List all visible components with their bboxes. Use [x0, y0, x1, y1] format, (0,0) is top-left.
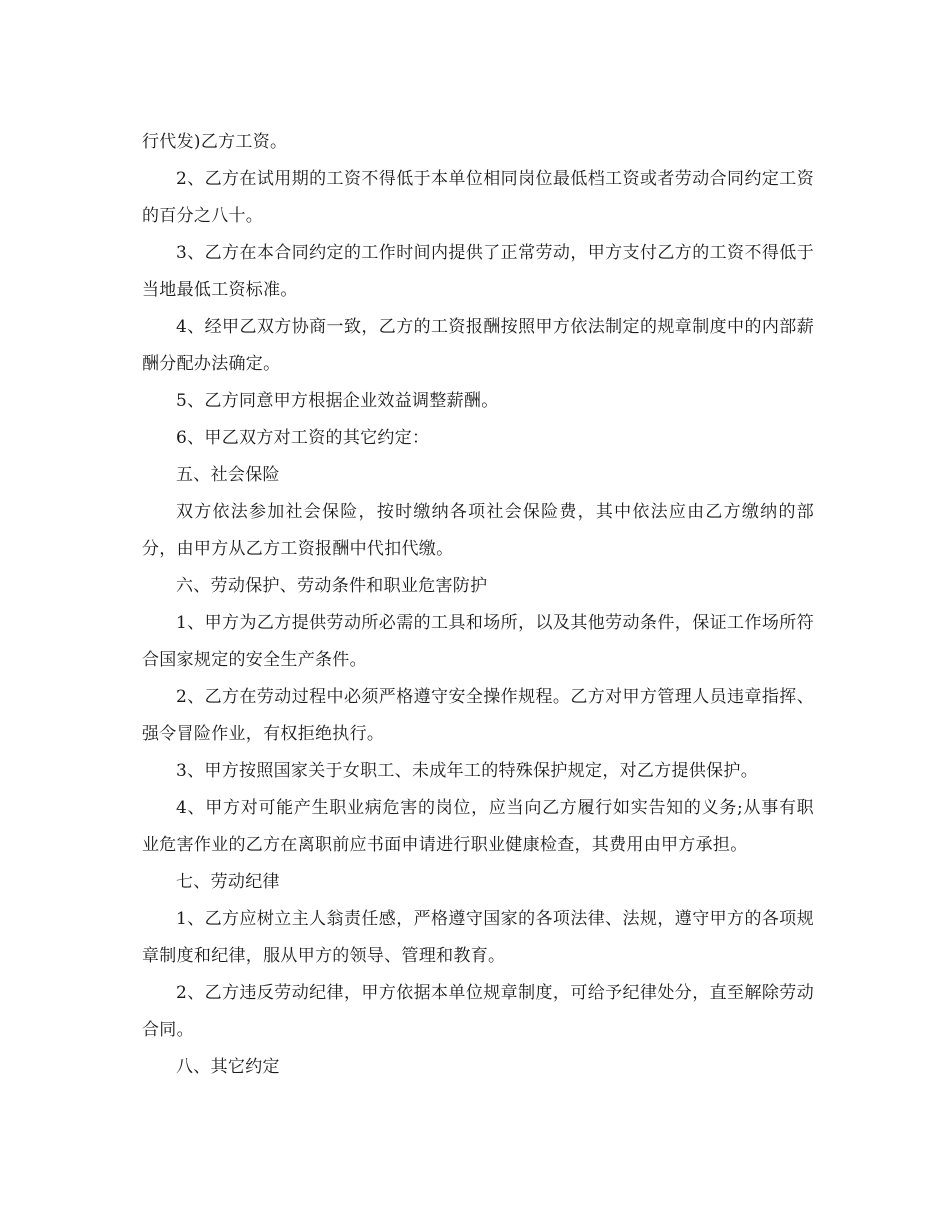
paragraph-discipline-obligations: 1、乙方应树立主人翁责任感，严格遵守国家的各项法律、法规，遵守甲方的各项规章制度和纪律，服从甲方的领导、管理和教育。: [142, 909, 814, 966]
paragraph-occupational-hazard: 4、甲方对可能产生职业病危害的岗位，应当向乙方履行如实告知的义务;从事有职业危害作业的乙方在离职前应书面申请进行职业健康检查，其费用由甲方承担。: [142, 798, 814, 855]
paragraph-salary-adjustment: 5、乙方同意甲方根据企业效益调整薪酬。: [176, 391, 499, 411]
section-heading-labor-discipline: 七、劳动纪律: [176, 872, 280, 892]
paragraph-salary-negotiation: 4、经甲乙双方协商一致，乙方的工资报酬按照甲方依法制定的规章制度中的内部薪酬分配办法确定。: [142, 317, 814, 374]
paragraph-discipline-violation: 2、乙方违反劳动纪律，甲方依据本单位规章制度，可给予纪律处分，直至解除劳动合同。: [142, 983, 814, 1040]
paragraph-probation-salary: 2、乙方在试用期的工资不得低于本单位相同岗位最低档工资或者劳动合同约定工资的百分之八十。: [142, 169, 814, 226]
paragraph-salary-payment-continued: 行代发)乙方工资。: [142, 132, 288, 152]
section-heading-social-insurance: 五、社会保险: [176, 465, 280, 485]
paragraph-other-salary-terms: 6、甲乙双方对工资的其它约定：: [176, 428, 430, 448]
paragraph-special-protection: 3、甲方按照国家关于女职工、未成年工的特殊保护规定，对乙方提供保护。: [176, 761, 759, 781]
paragraph-minimum-wage: 3、乙方在本合同约定的工作时间内提供了正常劳动，甲方支付乙方的工资不得低于当地最低工资标准。: [142, 243, 814, 300]
paragraph-social-insurance: 双方依法参加社会保险，按时缴纳各项社会保险费，其中依法应由乙方缴纳的部分，由甲方从乙方工资报酬中代扣代缴。: [142, 502, 814, 559]
section-heading-labor-protection: 六、劳动保护、劳动条件和职业危害防护: [176, 576, 488, 596]
paragraph-safety-rules: 2、乙方在劳动过程中必须严格遵守安全操作规程。乙方对甲方管理人员违章指挥、强令冒险作业，有权拒绝执行。: [142, 687, 814, 744]
section-heading-other-terms: 八、其它约定: [176, 1057, 280, 1077]
document-page: [142, 124, 814, 1086]
paragraph-work-conditions: 1、甲方为乙方提供劳动所必需的工具和场所，以及其他劳动条件，保证工作场所符合国家规定的安全生产条件。: [142, 613, 814, 670]
